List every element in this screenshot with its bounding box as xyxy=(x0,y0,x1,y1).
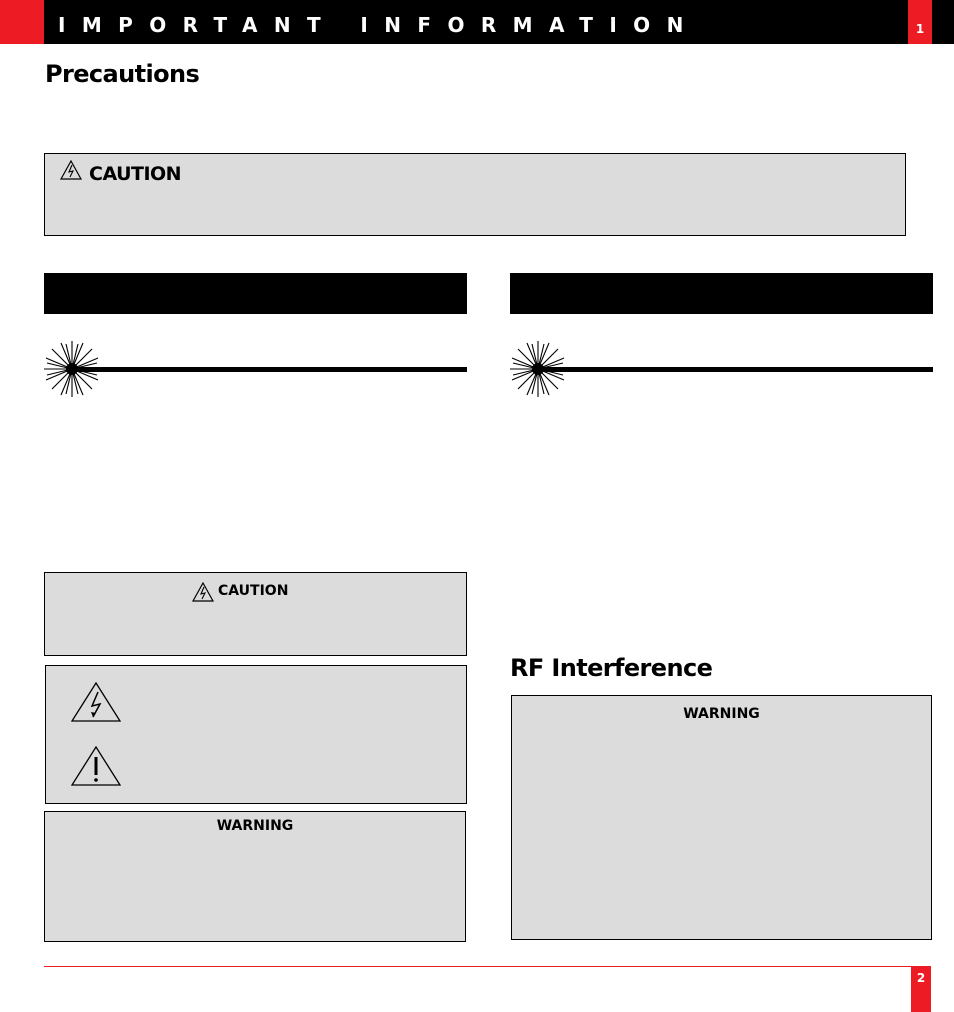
header-title: IMPORTANT INFORMATION xyxy=(58,13,700,37)
warning-box-right xyxy=(511,695,932,940)
header-left-accent xyxy=(0,0,44,44)
left-laser-rule xyxy=(74,367,467,372)
header-right-edge xyxy=(932,0,954,44)
lightning-triangle-icon xyxy=(192,582,214,606)
section-title-rf: RF Interference xyxy=(510,654,713,682)
footer-rule xyxy=(44,966,931,967)
caution-label: CAUTION xyxy=(89,163,182,185)
symbols-box xyxy=(45,665,467,804)
left-section-bar xyxy=(44,273,467,314)
warning-box-left xyxy=(44,811,466,942)
lightning-triangle-icon xyxy=(71,682,121,726)
caution-box-left xyxy=(44,572,467,656)
lightning-triangle-icon xyxy=(60,160,82,184)
exclamation-triangle-icon xyxy=(71,746,121,790)
warning-label: WARNING xyxy=(216,818,294,834)
page-title: Precautions xyxy=(45,60,200,88)
chapter-number: 1 xyxy=(915,22,925,36)
caution-box-top xyxy=(44,153,906,236)
caution-label: CAUTION xyxy=(218,583,289,599)
page-number: 2 xyxy=(911,966,931,1012)
right-laser-rule xyxy=(540,367,933,372)
right-section-bar xyxy=(510,273,933,314)
warning-label: WARNING xyxy=(683,706,760,722)
